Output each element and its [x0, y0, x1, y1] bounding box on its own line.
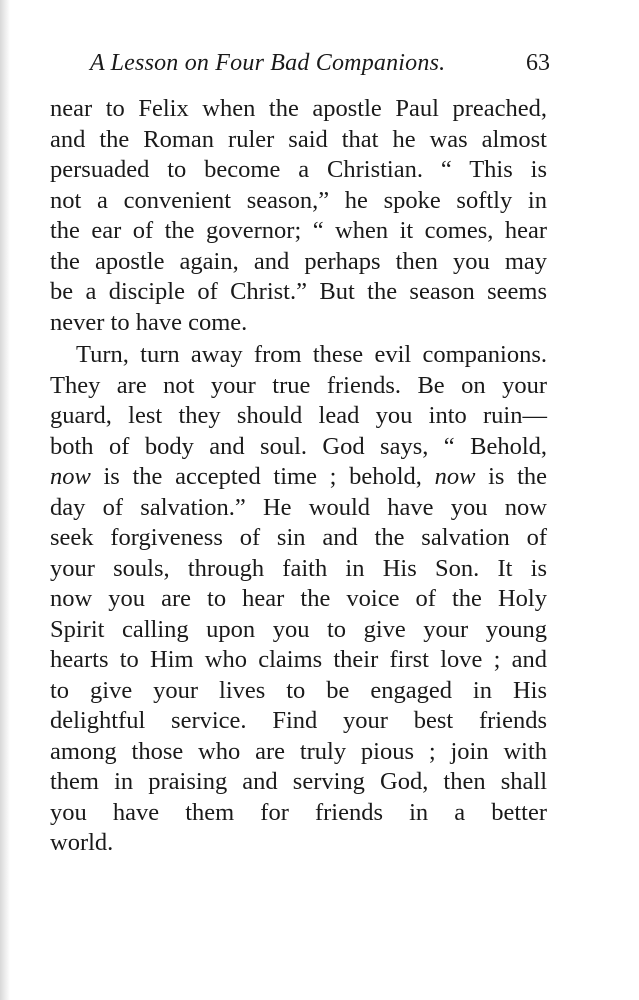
- text-line: day of salvation.” He would have you now: [50, 493, 547, 521]
- text-line: seek forgiveness of sin and the salvation of: [50, 524, 547, 551]
- running-title: A Lesson on Four Bad Companions.: [90, 50, 446, 76]
- text-line: [50, 462, 547, 493]
- text-line: world.: [50, 829, 114, 856]
- text-line: They are not your true friends. Be on your: [50, 371, 547, 399]
- text-line: Turn, turn away from these evil companions.: [76, 341, 547, 368]
- text-line: the ear of the governor; “ when it comes, hear: [50, 217, 547, 244]
- paragraph: [50, 94, 547, 338]
- paragraph: [50, 340, 547, 859]
- page-gutter-shadow: [0, 0, 10, 1000]
- body-text: [50, 94, 547, 859]
- text-line: to give your lives to be engaged in His: [50, 676, 547, 704]
- text-line: Spirit calling upon you to give your young: [50, 615, 547, 643]
- text-line: your souls, through faith in His Son. It is: [50, 554, 547, 582]
- text-line: not a convenient season,” he spoke softly in: [50, 186, 547, 214]
- text-line: you have them for friends in a better: [50, 798, 547, 826]
- text-line: both of body and soul. God says, “ Behold,: [50, 432, 547, 460]
- text-line: among those who are truly pious ; join with: [50, 737, 547, 765]
- text-line: never to have come.: [50, 308, 248, 336]
- text-line: guard, lest they should lead you into ruin—: [50, 402, 547, 429]
- text-line: the apostle again, and perhaps then you may: [50, 247, 547, 275]
- text-line: now you are to hear the voice of the Holy: [50, 585, 547, 612]
- text-line: near to Felix when the apostle Paul preached,: [50, 95, 547, 122]
- text-line: them in praising and serving God, then shall: [50, 768, 547, 795]
- text-segment: is the accepted time ; behold,: [90, 463, 435, 490]
- text-line: and the Roman ruler said that he was almost: [50, 125, 547, 153]
- text-line: persuaded to become a Christian. “ This is: [50, 156, 547, 183]
- text-line: delightful service. Find your best friends: [50, 707, 547, 734]
- running-header: [90, 50, 550, 84]
- text-line: be a disciple of Christ.” But the season seems: [50, 278, 547, 305]
- emphasis: now: [50, 463, 91, 490]
- page-number: 63: [526, 50, 550, 76]
- emphasis: now: [434, 463, 476, 490]
- text-line: hearts to Him who claims their first love ; and: [50, 646, 547, 673]
- text-segment: is the: [475, 463, 547, 490]
